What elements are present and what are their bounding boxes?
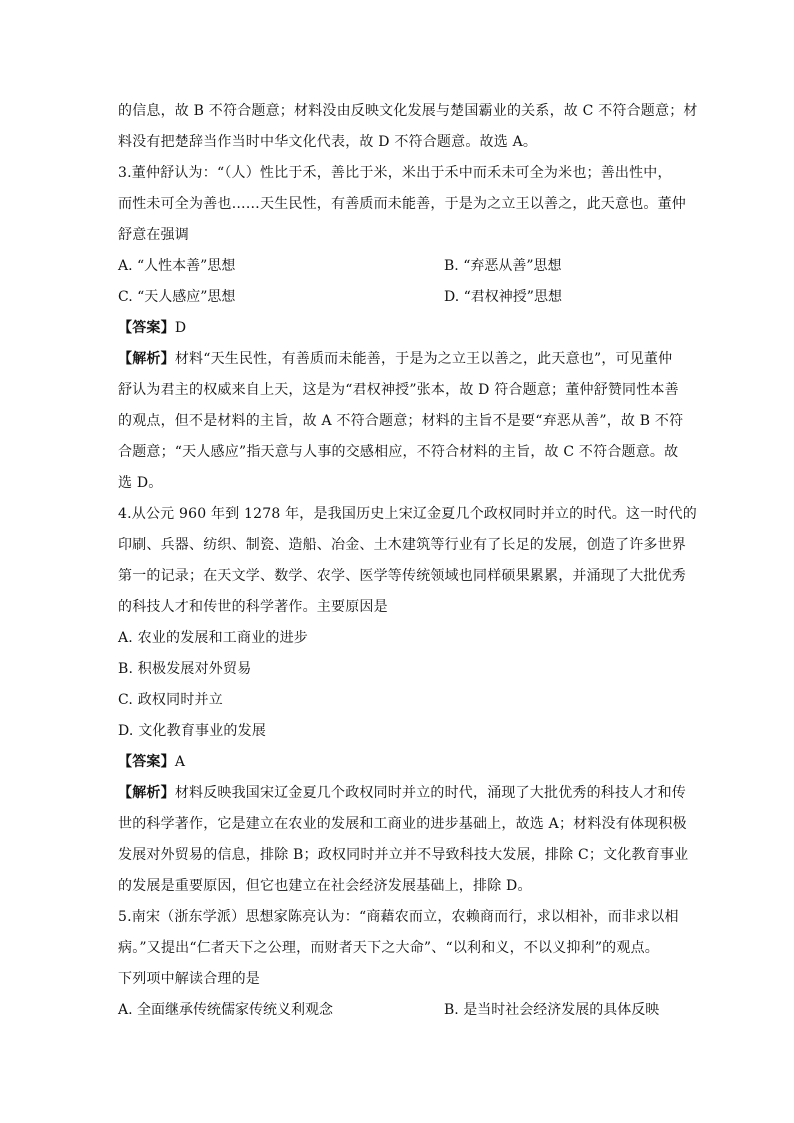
q3-option-c: C. “天人感应”思想 — [118, 289, 236, 305]
q4-stem-line-1: 4.从公元 960 年到 1278 年，是我国历史上宋辽金夏几个政权同时并立的时代。这一时代的 — [118, 506, 697, 522]
q5-stem-line-1: 5.南宋（浙东学派）思想家陈亮认为：“商藉农而立，农赖商而行，求以相补，而非求以相 — [118, 909, 679, 925]
q3-analysis-text-1: 材料“天生民性，有善质而未能善，于是为之立王以善之，此天意也”，可见董仲 — [174, 351, 673, 367]
q3-option-row-1 — [118, 251, 678, 282]
q3-analysis-line-1 — [118, 344, 678, 375]
intro-line-1: 的信息，故 B 不符合题意；材料没由反映文化发展与楚国霸业的关系，故 C 不符合题意；材 — [118, 103, 698, 119]
q3-analysis-line-5: 选 D。 — [118, 475, 163, 491]
q3-answer-value: D — [174, 320, 187, 336]
q5-option-row-1 — [118, 995, 678, 1026]
q4-stem-line-4: 的科技人才和传世的科学著作。主要原因是 — [118, 599, 388, 615]
q4-analysis-text-1: 材料反映我国宋辽金夏几个政权同时并立的时代，涌现了大批优秀的科技人才和传 — [174, 785, 687, 801]
document-page — [118, 96, 698, 1026]
q4-answer-value: A — [174, 754, 186, 770]
q4-option-d: D. 文化教育事业的发展 — [118, 723, 267, 739]
q4-stem-line-3: 第一的记录；在天文学、数学、农学、医学等传统领域也同样硕果累累，并涌现了大批优秀 — [118, 568, 686, 584]
q3-answer — [118, 313, 678, 344]
q4-analysis-line-2: 世的科学著作，它是建立在农业的发展和工商业的进步基础上，故选 A；材料没有体现积极 — [118, 816, 687, 832]
q4-option-c: C. 政权同时并立 — [118, 692, 223, 708]
q4-answer — [118, 747, 678, 778]
q4-analysis-line-1 — [118, 778, 687, 809]
q3-stem-line-2: 而性未可全为善也……天生民性，有善质而未能善，于是为之立王以善之，此天意也。董仲 — [118, 196, 686, 212]
q5-option-b: B. 是当时社会经济发展的具体反映 — [444, 1002, 660, 1018]
q3-answer-tag: 【答案】 — [118, 320, 175, 336]
q4-analysis-line-4: 的发展是重要原因，但它也建立在社会经济发展基础上，排除 D。 — [118, 878, 532, 894]
q3-stem-line-3: 舒意在强调 — [118, 227, 189, 243]
q4-analysis-tag: 【解析】 — [118, 785, 175, 801]
q4-answer-tag: 【答案】 — [118, 754, 175, 770]
q4-option-b: B. 积极发展对外贸易 — [118, 661, 252, 677]
intro-line-2: 料没有把楚辞当作当时中华文化代表，故 D 不符合题意。故选 A。 — [118, 134, 538, 150]
q3-stem-line-1: 3.董仲舒认为：“（人）性比于禾，善比于米，米出于禾中而禾未可全为米也；善出性中， — [118, 165, 672, 181]
q3-analysis-tag: 【解析】 — [118, 351, 175, 367]
q3-analysis-line-4: 合题意；“天人感应”指天意与人事的交感相应，不符合材料的主旨，故 C 不符合题意。故 — [118, 444, 679, 460]
q4-stem-line-2: 印刷、兵器、纺织、制瓷、造船、冶金、土木建筑等行业有了长足的发展，创造了许多世界 — [118, 537, 686, 553]
q3-option-b: B. “弃恶从善”思想 — [444, 258, 562, 274]
q3-option-d: D. “君权神授”思想 — [444, 289, 562, 305]
q3-option-row-2 — [118, 282, 678, 313]
q5-stem-line-3: 下列项中解读合理的是 — [118, 971, 260, 987]
q4-option-a: A. 农业的发展和工商业的进步 — [118, 630, 309, 646]
q3-analysis-line-2: 舒认为君主的权威来自上天，这是为“君权神授”张本，故 D 符合题意；董仲舒赞同性本善 — [118, 382, 679, 398]
q5-stem-line-2: 病。”又提出“仁者天下之公理，而财者天下之大命”、“以利和义，不以义抑利”的观点。 — [118, 940, 659, 956]
q3-analysis-line-3: 的观点，但不是材料的主旨，故 A 不符合题意；材料的主旨不是要“弃恶从善”，故 B 不符 — [118, 413, 684, 429]
q4-analysis-line-3: 发展对外贸易的信息，排除 B；政权同时并立并不导致科技大发展，排除 C；文化教育事业 — [118, 847, 689, 863]
q5-option-a: A. 全面继承传统儒家传统义利观念 — [118, 1002, 334, 1018]
q3-option-a: A. “人性本善”思想 — [118, 258, 236, 274]
